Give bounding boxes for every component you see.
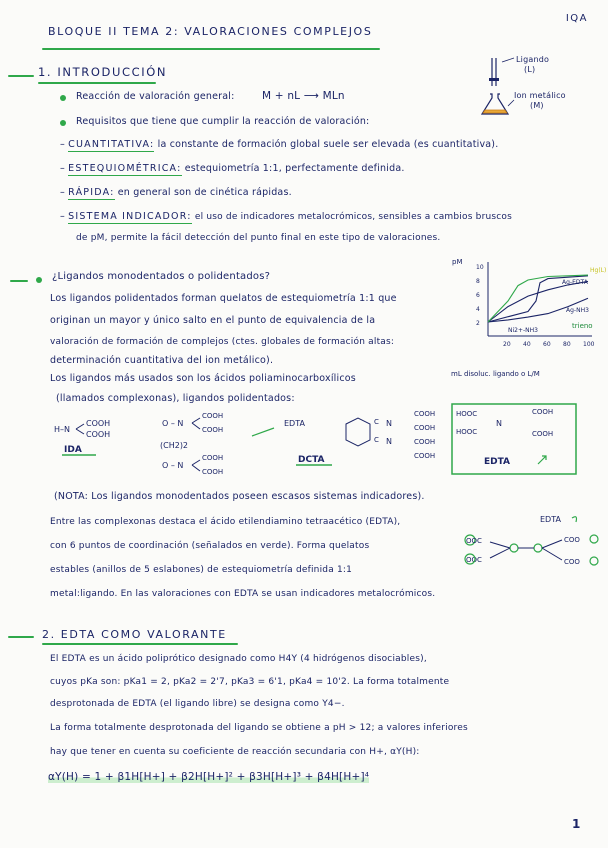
chart-label-edta: Ag-EDTA	[562, 279, 588, 286]
svg-text:C: C	[374, 418, 379, 426]
ligandos-question: ¿Ligandos monodentados o polidentados?	[52, 271, 271, 282]
chart-label-top: Hg(L)	[590, 267, 607, 274]
svg-text:C: C	[374, 436, 379, 444]
flask-ion-label: Ion metálico	[514, 91, 566, 100]
ligandos-line: Los ligandos más usados son los ácidos poliaminocarboxílicos	[50, 373, 356, 384]
ida-structure	[54, 419, 110, 455]
chart-ytick: 10	[476, 264, 484, 271]
svg-text:N: N	[386, 419, 392, 428]
chart-ytick: 6	[476, 292, 480, 299]
req-item-3: – RÁPIDA: en general son de cinética rápidas.	[60, 187, 292, 198]
ligandos-line: (llamados complexonas), ligandos polidentados:	[56, 393, 295, 404]
chart-xlabel: mL disoluc. ligando o L/M	[451, 370, 540, 378]
chart-label-ni: Ni2+-NH3	[508, 327, 538, 334]
page-title: BLOQUE II TEMA 2: VALORACIONES COMPLEJOS	[48, 25, 373, 38]
chart-label-nh3: Ag-NH3	[566, 307, 589, 314]
stopcock-icon	[489, 78, 499, 81]
svg-text:(CH2)2: (CH2)2	[160, 441, 189, 450]
svg-text:COOH: COOH	[414, 424, 436, 432]
chart-ytick: 4	[476, 306, 480, 313]
ligandos-line: determinación cuantitativa del ion metálico).	[50, 355, 274, 366]
chart-xtick: 20	[503, 341, 511, 348]
svg-text:COO: COO	[564, 558, 580, 566]
bullet-icon	[36, 277, 42, 283]
svg-text:COOH: COOH	[202, 454, 224, 462]
chart-label-trien: trieno	[572, 322, 593, 330]
flask-ligand-label: Ligando	[516, 55, 550, 64]
ida-label: IDA	[64, 445, 82, 455]
req-item-4: – SISTEMA INDICADOR: el uso de indicadores metalocrómicos, sensibles a cambios bruscos	[60, 211, 513, 222]
ligandos-line: originan un mayor y único salto en el punto de equivalencia de la	[50, 315, 376, 326]
svg-text:H–N: H–N	[54, 425, 70, 434]
edta-box-structure	[452, 404, 576, 474]
svg-text:COOH: COOH	[532, 408, 554, 416]
chart-xtick: 40	[523, 341, 531, 348]
section2-line: cuyos pKa son: pKa1 = 2, pKa2 = 2'7, pKa3 = 6'1, pKa4 = 10'2. La forma totalmente	[50, 677, 450, 687]
reaction-formula: M + nL ⟶ MLn	[262, 90, 345, 102]
title-underline	[42, 48, 380, 50]
edta-line: Entre las complexonas destaca el ácido etilendiamino tetraacético (EDTA),	[50, 517, 401, 527]
svg-text:COOH: COOH	[414, 438, 436, 446]
req-item-2: – ESTEQUIOMÉTRICA: estequiometría 1:1, perfectamente definida.	[60, 163, 405, 174]
edta-line: metal:ligando. En las valoraciones con EDTA se usan indicadores metalocrómicos.	[50, 589, 436, 599]
chart-xtick: 100	[583, 341, 595, 348]
edta-box-label: EDTA	[484, 457, 511, 467]
dcta-label: DCTA	[298, 455, 325, 465]
titration-chart	[451, 256, 607, 382]
chart-xtick: 80	[563, 341, 571, 348]
dcta-structure	[296, 410, 435, 465]
svg-text:HOOC: HOOC	[456, 428, 478, 436]
section1-heading-underline	[38, 82, 156, 84]
arrow-icon	[538, 456, 546, 464]
chart-ytick: 2	[476, 320, 480, 327]
svg-text:OOC: OOC	[466, 556, 482, 564]
section2-marker	[8, 636, 34, 638]
svg-text:COO: COO	[564, 536, 580, 544]
svg-text:COOH: COOH	[86, 430, 111, 439]
edta-line: con 6 puntos de coordinación (señalados en verde). Forma quelatos	[50, 541, 370, 551]
chart-ytick: 8	[476, 278, 480, 285]
ligandos-line: valoración de formación de complejos (ctes. globales de formación altas:	[50, 337, 395, 347]
section2-heading-underline	[42, 643, 238, 645]
section2-heading: 2. EDTA COMO VALORANTE	[42, 628, 227, 641]
section1-heading: 1. INTRODUCCIÓN	[38, 65, 168, 79]
edta-coordination-diagram	[462, 510, 604, 572]
svg-text:COOH: COOH	[414, 410, 436, 418]
liquid-icon	[483, 110, 507, 113]
svg-text:COOH: COOH	[202, 468, 224, 476]
svg-text:O – N: O – N	[162, 461, 184, 470]
corner-label: IQA	[565, 13, 588, 24]
flask-ligand-sub: (L)	[524, 65, 536, 74]
bullet-marker	[10, 280, 28, 282]
reaction-label: Reacción de valoración general:	[76, 91, 235, 102]
ligandos-line: Los ligandos polidentados forman quelatos de estequiometría 1:1 que	[50, 293, 397, 304]
ch2-structure	[160, 412, 305, 476]
edta-label-1: EDTA	[284, 419, 305, 428]
req-item-4-cont: de pM, permite la fácil detección del punto final en este tipo de valoraciones.	[76, 233, 441, 243]
requisitos-text: Requisitos que tiene que cumplir la reacción de valoración:	[76, 116, 370, 127]
chart-ylabel: pM	[452, 258, 463, 266]
svg-text:COOH: COOH	[202, 426, 224, 434]
section2-line: desprotonada de EDTA (el ligando libre) se designa como Y4−.	[50, 699, 345, 709]
structures-diagram	[52, 402, 582, 478]
svg-text:COOH: COOH	[202, 412, 224, 420]
svg-text:N: N	[386, 437, 392, 446]
flask-ion-sub: (M)	[530, 101, 544, 110]
chart-series-ag-nh3	[488, 281, 588, 322]
bullet-icon	[60, 95, 66, 101]
chart-xtick: 60	[543, 341, 551, 348]
section2-line: El EDTA es un ácido poliprótico designado como H4Y (4 hidrógenos disociables),	[50, 654, 427, 664]
section2-line: hay que tener en cuenta su coeficiente de reacción secundaria con H+, αY(H):	[50, 747, 420, 757]
svg-text:OOC: OOC	[466, 537, 482, 545]
nota-text: (NOTA: Los ligandos monodentados poseen escasos sistemas indicadores).	[54, 491, 425, 502]
svg-text:COOH: COOH	[86, 419, 111, 428]
svg-text:N: N	[496, 419, 502, 428]
alpha-formula: αY(H) = 1 + β1H[H+] + β2H[H+]² + β3H[H+]³ + β4H[H+]⁴	[48, 771, 370, 783]
edta-line: estables (anillos de 5 eslabones) de estequiometría definida 1:1	[50, 565, 353, 575]
bullet-icon	[60, 120, 66, 126]
svg-text:COOH: COOH	[532, 430, 554, 438]
section2-line: La forma totalmente desprotonada del ligando se obtiene a pH > 12; a valores inferiores	[50, 723, 468, 733]
svg-text:HOOC: HOOC	[456, 410, 478, 418]
edta-side-label: EDTA	[540, 515, 561, 524]
req-item-1: – CUANTITATIVA: la constante de formación global suele ser elevada (es cuantitativa).	[60, 139, 499, 150]
svg-text:O – N: O – N	[162, 419, 184, 428]
page-number: 1	[572, 817, 581, 831]
svg-text:COOH: COOH	[414, 452, 436, 460]
section1-marker	[8, 75, 34, 77]
